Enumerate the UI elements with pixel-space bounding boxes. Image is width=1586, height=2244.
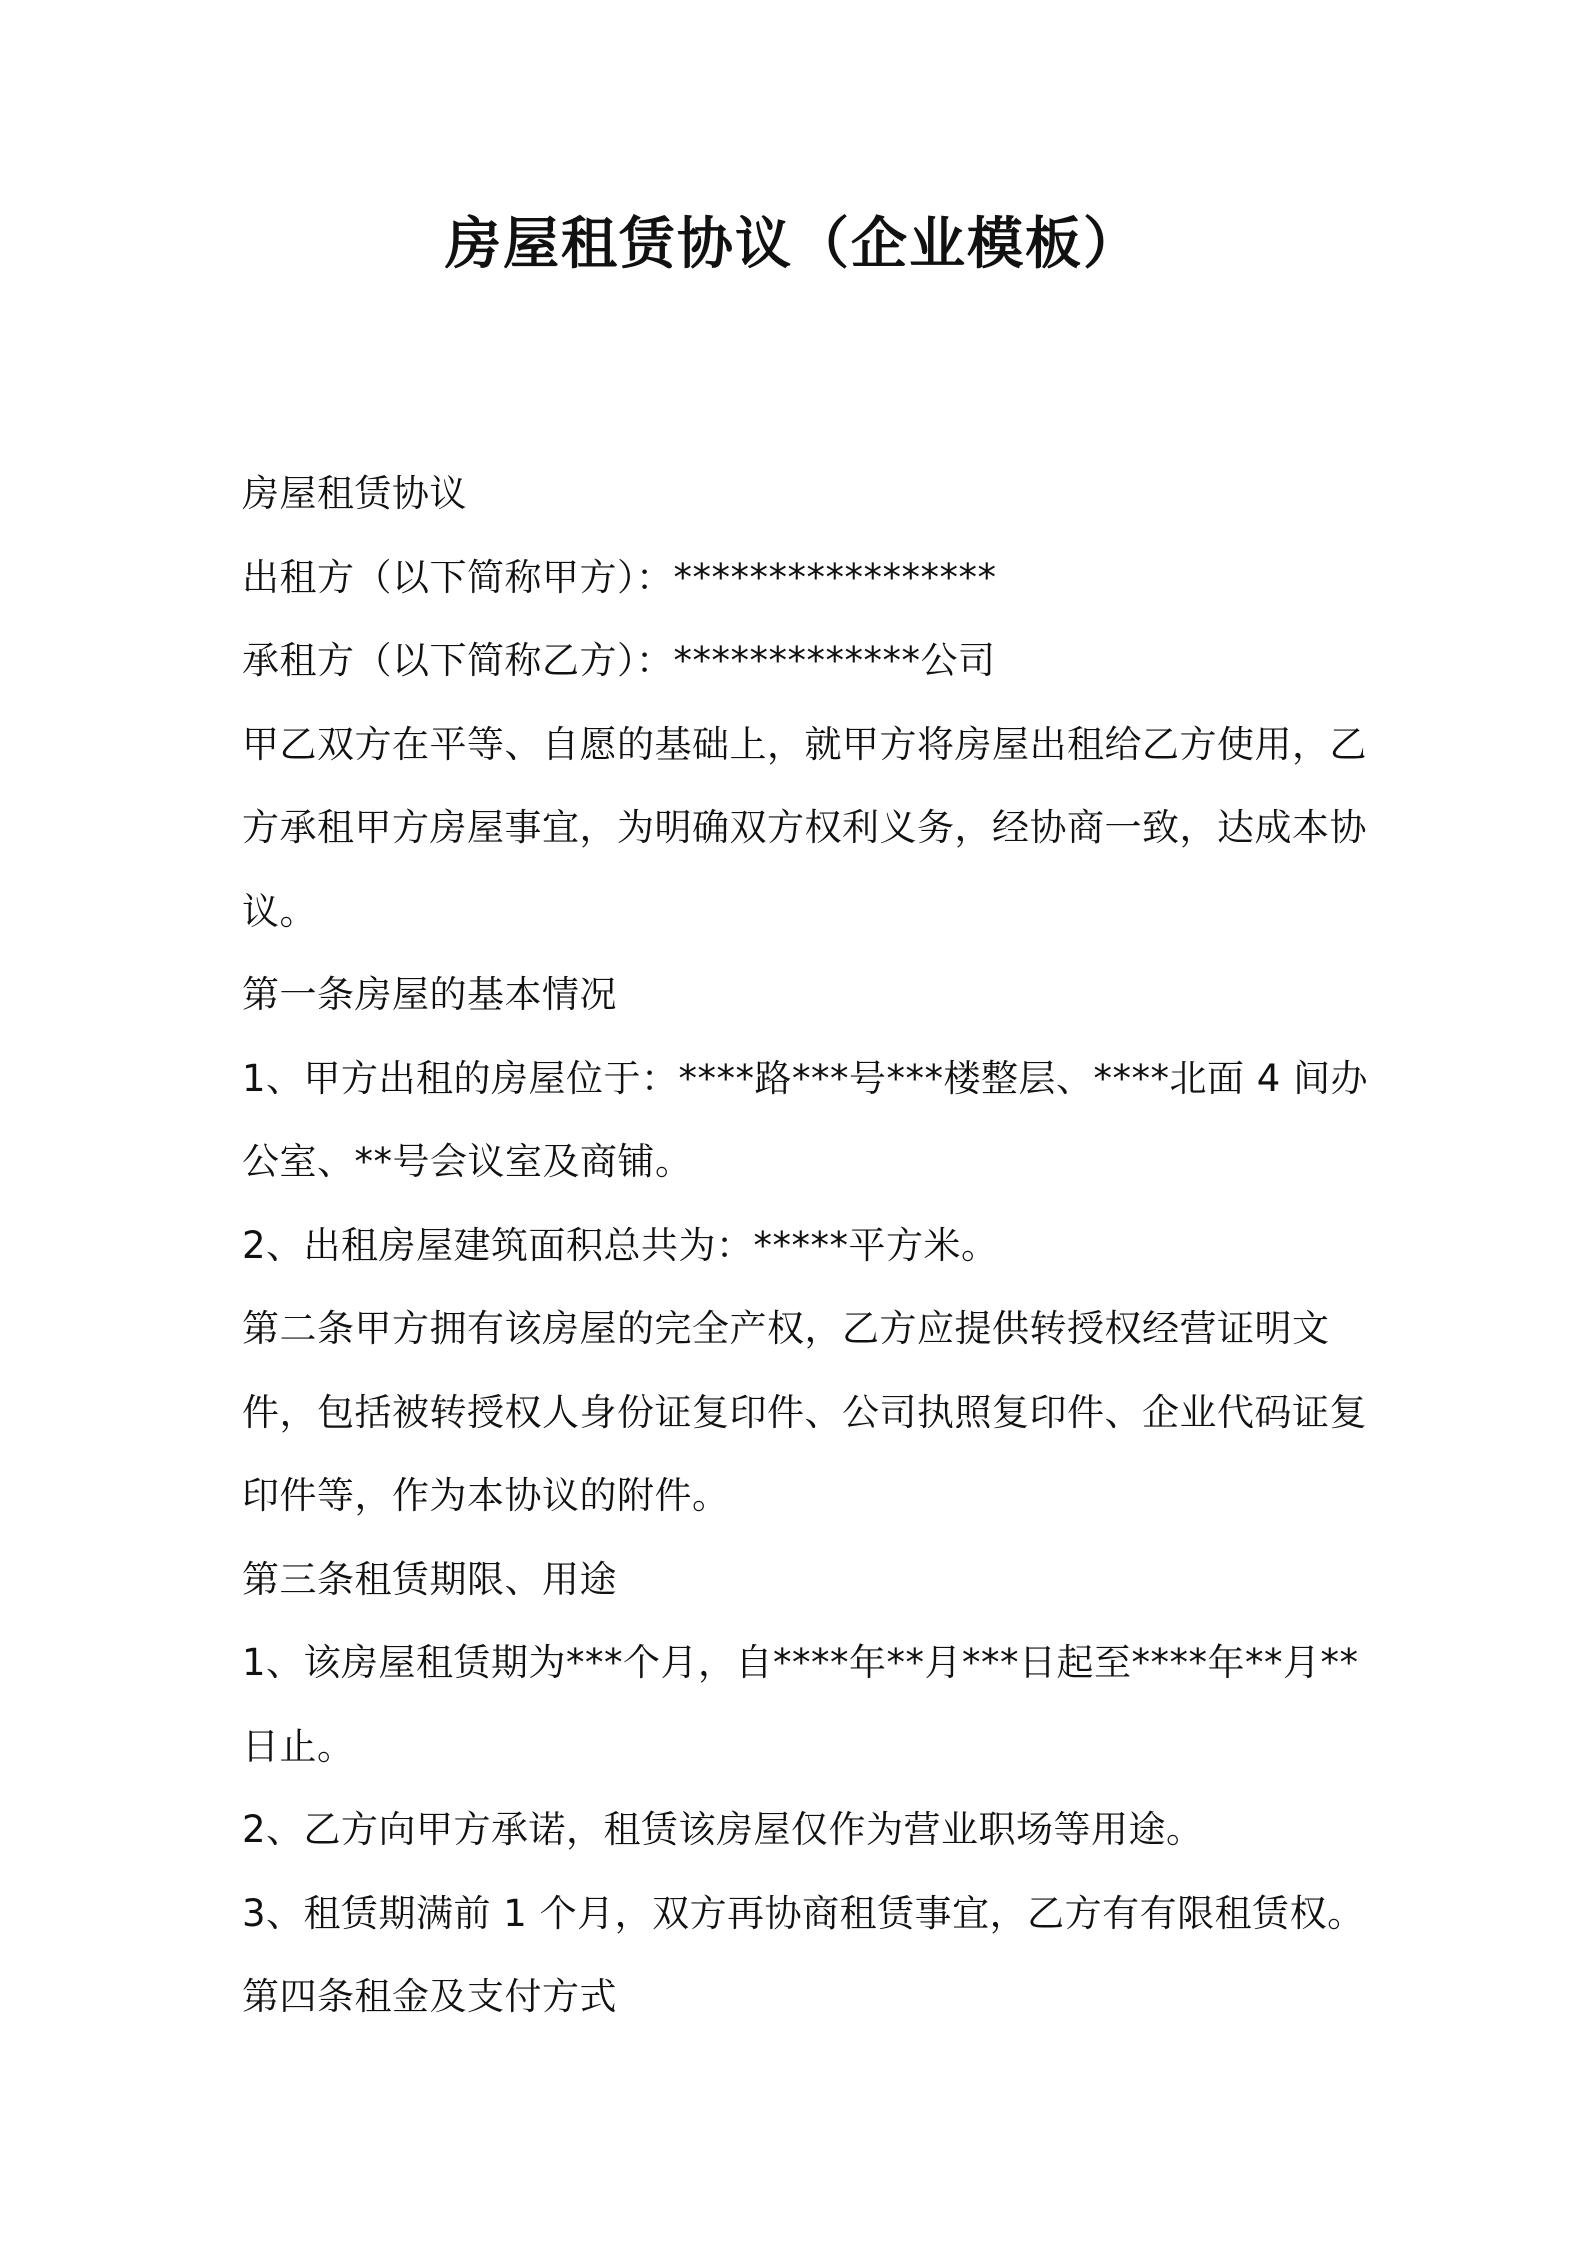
article-3-heading: 第三条租赁期限、用途 [242,1557,617,1601]
article-1-clause-1: 1、甲方出租的房屋位于：****路***号***楼整层、****北面 4 间办公室、**号会议室及商铺。 [242,1056,1369,1183]
lessee-line: 承租方（以下简称乙方）：*************公司 [242,639,996,682]
article-4-heading: 第四条租金及支付方式 [242,1975,617,2018]
article-3-clause-2: 2、乙方向甲方承诺，租赁该房屋仅作为营业职场等用途。 [242,1808,1204,1851]
article-1-heading: 第一条房屋的基本情况 [242,973,617,1016]
article-3-clause-3: 3、租赁期满前 1 个月，双方再协商租赁事宜，乙方有有限租赁权。 [242,1891,1365,1935]
document-title: 房屋租赁协议（企业模板） [445,212,1141,277]
preamble-paragraph: 甲乙双方在平等、自愿的基础上，就甲方将房屋出租给乙方使用，乙方承租甲方房屋事宜，为明确双方权利义务，经协商一致，达成本协议。 [242,722,1367,933]
agreement-heading: 房屋租赁协议 [242,472,467,515]
article-1-clause-2: 2、出租房屋建筑面积总共为：*****平方米。 [242,1223,999,1267]
document-body [242,452,1372,2039]
article-2-paragraph: 第二条甲方拥有该房屋的完全产权，乙方应提供转授权经营证明文件，包括被转授权人身份证复印件、公司执照复印件、企业代码证复印件等，作为本协议的附件。 [242,1307,1367,1517]
article-3-clause-1: 1、该房屋租赁期为***个月，自****年**月***日起至****年**月**日止。 [242,1641,1359,1768]
lessor-line: 出租方（以下简称甲方）：***************** [242,555,997,599]
